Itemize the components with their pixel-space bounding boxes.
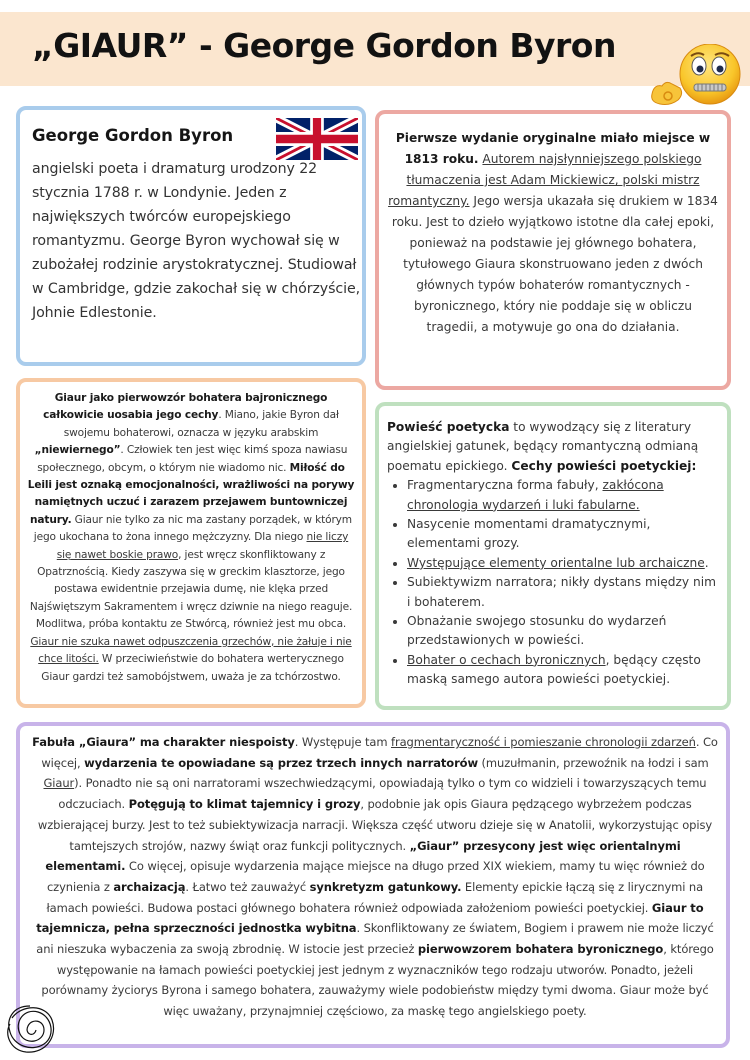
list-item (407, 573, 719, 612)
translation-link: Autorem najsłynniejszego polskiego tłumaczenia jest Adam Mickiewicz, polski mistrz romantyczny. (388, 152, 702, 208)
item-text: Subiektywizm narratora; nikły dystans między nim i bohaterem. (407, 575, 716, 609)
bio-text: angielski poeta i dramaturg urodzony 22 stycznia 1788 r. w Londynie. Jeden z największych twórców europejskiego romantyzmu. George Byron wychował się w zubożałej rodzinie arystokratycznej. Studiował w Cambridge, gdzie zakochał się w chórzyście, Johnie Edlestonie. (32, 161, 360, 321)
poetic-novel-term: Powieść poetycka (387, 420, 510, 434)
zipper-mouth-face-icon (644, 44, 748, 110)
list-item (407, 554, 719, 573)
item-text: Obnażanie swojego stosunku do wydarzeń przedstawionych w powieści. (407, 614, 667, 648)
plot-text-8: Elementy epickie łączą się z lirycznymi na łamach powieści. Budowa postaci głównego bohatera również odpowiada założeniom powieści poetyckiej. (46, 879, 704, 915)
plot-text-1: . Występuje tam (294, 735, 391, 749)
list-item (407, 651, 719, 690)
plot-text-4: ). Ponadto nie są oni narratorami wszechwiedzącymi, opowiadają tylko o tym co widzieli i towarzyszących temu odczuciach. (58, 776, 707, 812)
list-item (407, 515, 719, 554)
plot-text-3: (muzułmanin, przewoźnik na łodzi i sam (477, 755, 709, 770)
item-text: Fragmentaryczna forma fabuły, (407, 478, 603, 493)
plot-underline-1: fragmentaryczność i pomieszanie chronologii zdarzeń (391, 735, 696, 749)
plot-bold-2: wydarzenia te opowiadane są przez trzech innych narratorów (84, 755, 478, 770)
plot-bold-4: „Giaur” przesycony jest więc orientalnymi elementami. (45, 838, 681, 874)
plot-bold-5: archaizacją (113, 879, 186, 894)
hero-bold-1: Giaur jako pierwowzór bohatera bajronicznego całkowicie uosabia jego cechy (43, 392, 328, 422)
plot-bold-3: Potęgują to klimat tajemnicy i grozy (128, 797, 361, 812)
hero-bold-3: Miłość do Leili jest oznaką emocjonalności, wrażliwości na porywy namiętnych uczuć i zarazem przejawem buntowniczej natury. (27, 461, 355, 526)
hero-text-1: . Miano, jakie Byron dał swojemu bohaterowi, oznacza w języku arabskim (63, 409, 339, 439)
features-heading: Cechy powieści poetyckiej: (511, 458, 697, 473)
plot-bold-8: pierwowzorem bohatera byronicznego (417, 942, 664, 957)
item-after: , będący często maską samego autora powieści poetyckiej. (407, 652, 701, 687)
list-item (407, 612, 719, 651)
item-underline: zakłócona chronologia wydarzeń i luki fabularne. (407, 478, 664, 512)
hero-text-3: Giaur nie tylko za nic ma zastany porządek, w którym jego ukochana to żona innego mężczyzny. Dla niego (33, 513, 352, 544)
plot-text (30, 732, 720, 1022)
poetic-novel-definition: to wywodzący się z literatury angielskiej gatunek, będący romantyczną odmianą poematu epickiego. (387, 420, 699, 473)
scribble-icon (2, 1000, 58, 1056)
hero-text-5: W przeciwieństwie do bohatera werterycznego Giaur gardzi też samobójstwem, uważa je za tchórzostwo. (41, 653, 344, 683)
hero-bold-2: „niewiernego” (34, 444, 121, 457)
plot-text-2: . Co więcej, (41, 735, 718, 770)
bio-card (16, 106, 366, 366)
edition-card (375, 110, 731, 390)
item-text: Nasycenie momentami dramatycznymi, elementami grozy. (407, 517, 651, 551)
plot-text-10: , którego występowanie na łamach powieści poetyckiej jest jednym z wyznaczników tego rodzaju utworów. Ponadto, jeżeli porównamy życiorys Byrona i samego bohatera, zauważymy wiele podobieństw między tymi dwoma. Giaur może być więc uważany, przynajmniej częściowo, za maskę tego angielskiego poety. (41, 942, 714, 1019)
plot-card (16, 722, 730, 1048)
plot-text-5: , podobnie jak opis Giaura pędzącego wybrzeżem podczas wzbierającej burzy. Jest to też subiektywizacja narracji. Większa część utworu dzieje się w Anatolii, wykorzystując opisy tamtejszych strojów, nazwy świąt oraz funkcji politycznych. (37, 797, 713, 853)
giaur-hero-text (26, 390, 356, 686)
item-underline: Bohater o cechach byronicznych (407, 652, 606, 667)
plot-text-6: Co więcej, opisuje wydarzenia mające miejsce na długo przed XIX wiekiem, mamy tu więc również do czynienia z (46, 859, 705, 894)
uk-flag-icon (276, 118, 358, 160)
plot-underline-2: Giaur (43, 776, 75, 791)
hero-underline-2: Giaur nie szuka nawet odpuszczenia grzechów, nie żałuje i nie chce litości. (30, 635, 352, 666)
edition-text (387, 128, 719, 338)
edition-bold: Pierwsze wydanie oryginalne miało miejsce w 1813 roku. (395, 131, 711, 166)
author-name: George Gordon Byron (32, 126, 234, 145)
hero-text-4: , jest wręcz skonfliktowany z Opatrznością. Kiedy zaszywa się w greckim klasztorze, jego postawa ewidentnie przejawia dumę, nie klęka przed Najświętszym Sakramentem i wręcz dziwnie na niego reaguje. Modlitwa, próba kontaktu ze Stwórcą, również jest mu obca. (29, 548, 353, 631)
poetic-novel-text (387, 418, 719, 690)
item-underline: Występujące elementy orientalne lub archaiczne (407, 555, 705, 570)
hero-underline-1: nie liczy się nawet boskie prawo (56, 531, 349, 561)
features-list (387, 476, 719, 689)
poetic-novel-card (375, 402, 731, 710)
page-title: „GIAUR” - George Gordon Byron (32, 26, 616, 65)
plot-bold-1: Fabuła „Giaura” ma charakter niespoisty (32, 735, 295, 749)
giaur-hero-card (16, 378, 366, 708)
edition-body: Jego wersja ukazała się drukiem w 1834 roku. Jest to dzieło wyjątkowo istotne dla całej epoki, ponieważ na podstawie jej głównego bohatera, tytułowego Giaura skonstruowano jeden z dwóch głównych typów bohaterów romantycznych - byronicznego, który nie poddaje się w obliczu tragedii, a motywuje go ona do działania. (391, 194, 718, 334)
plot-text-7: . Łatwo też zauważyć (185, 879, 310, 894)
item-after: . (704, 555, 709, 570)
plot-text-9: . Skonfliktowany ze światem, Bogiem i prawem nie może liczyć ani nieszuka wybaczenia za swoją zbrodnię. W istocie jest przecież (36, 921, 714, 957)
plot-bold-7: Giaur to tajemnicza, pełna sprzeczności jednostka wybitna (36, 900, 704, 936)
plot-bold-6: synkretyzm gatunkowy. (309, 879, 462, 894)
list-item (407, 476, 719, 515)
hero-text-2: . Człowiek ten jest więc kimś spoza nawiasu społecznego, obcym, o którym nie wiadomo nic. (37, 444, 348, 474)
